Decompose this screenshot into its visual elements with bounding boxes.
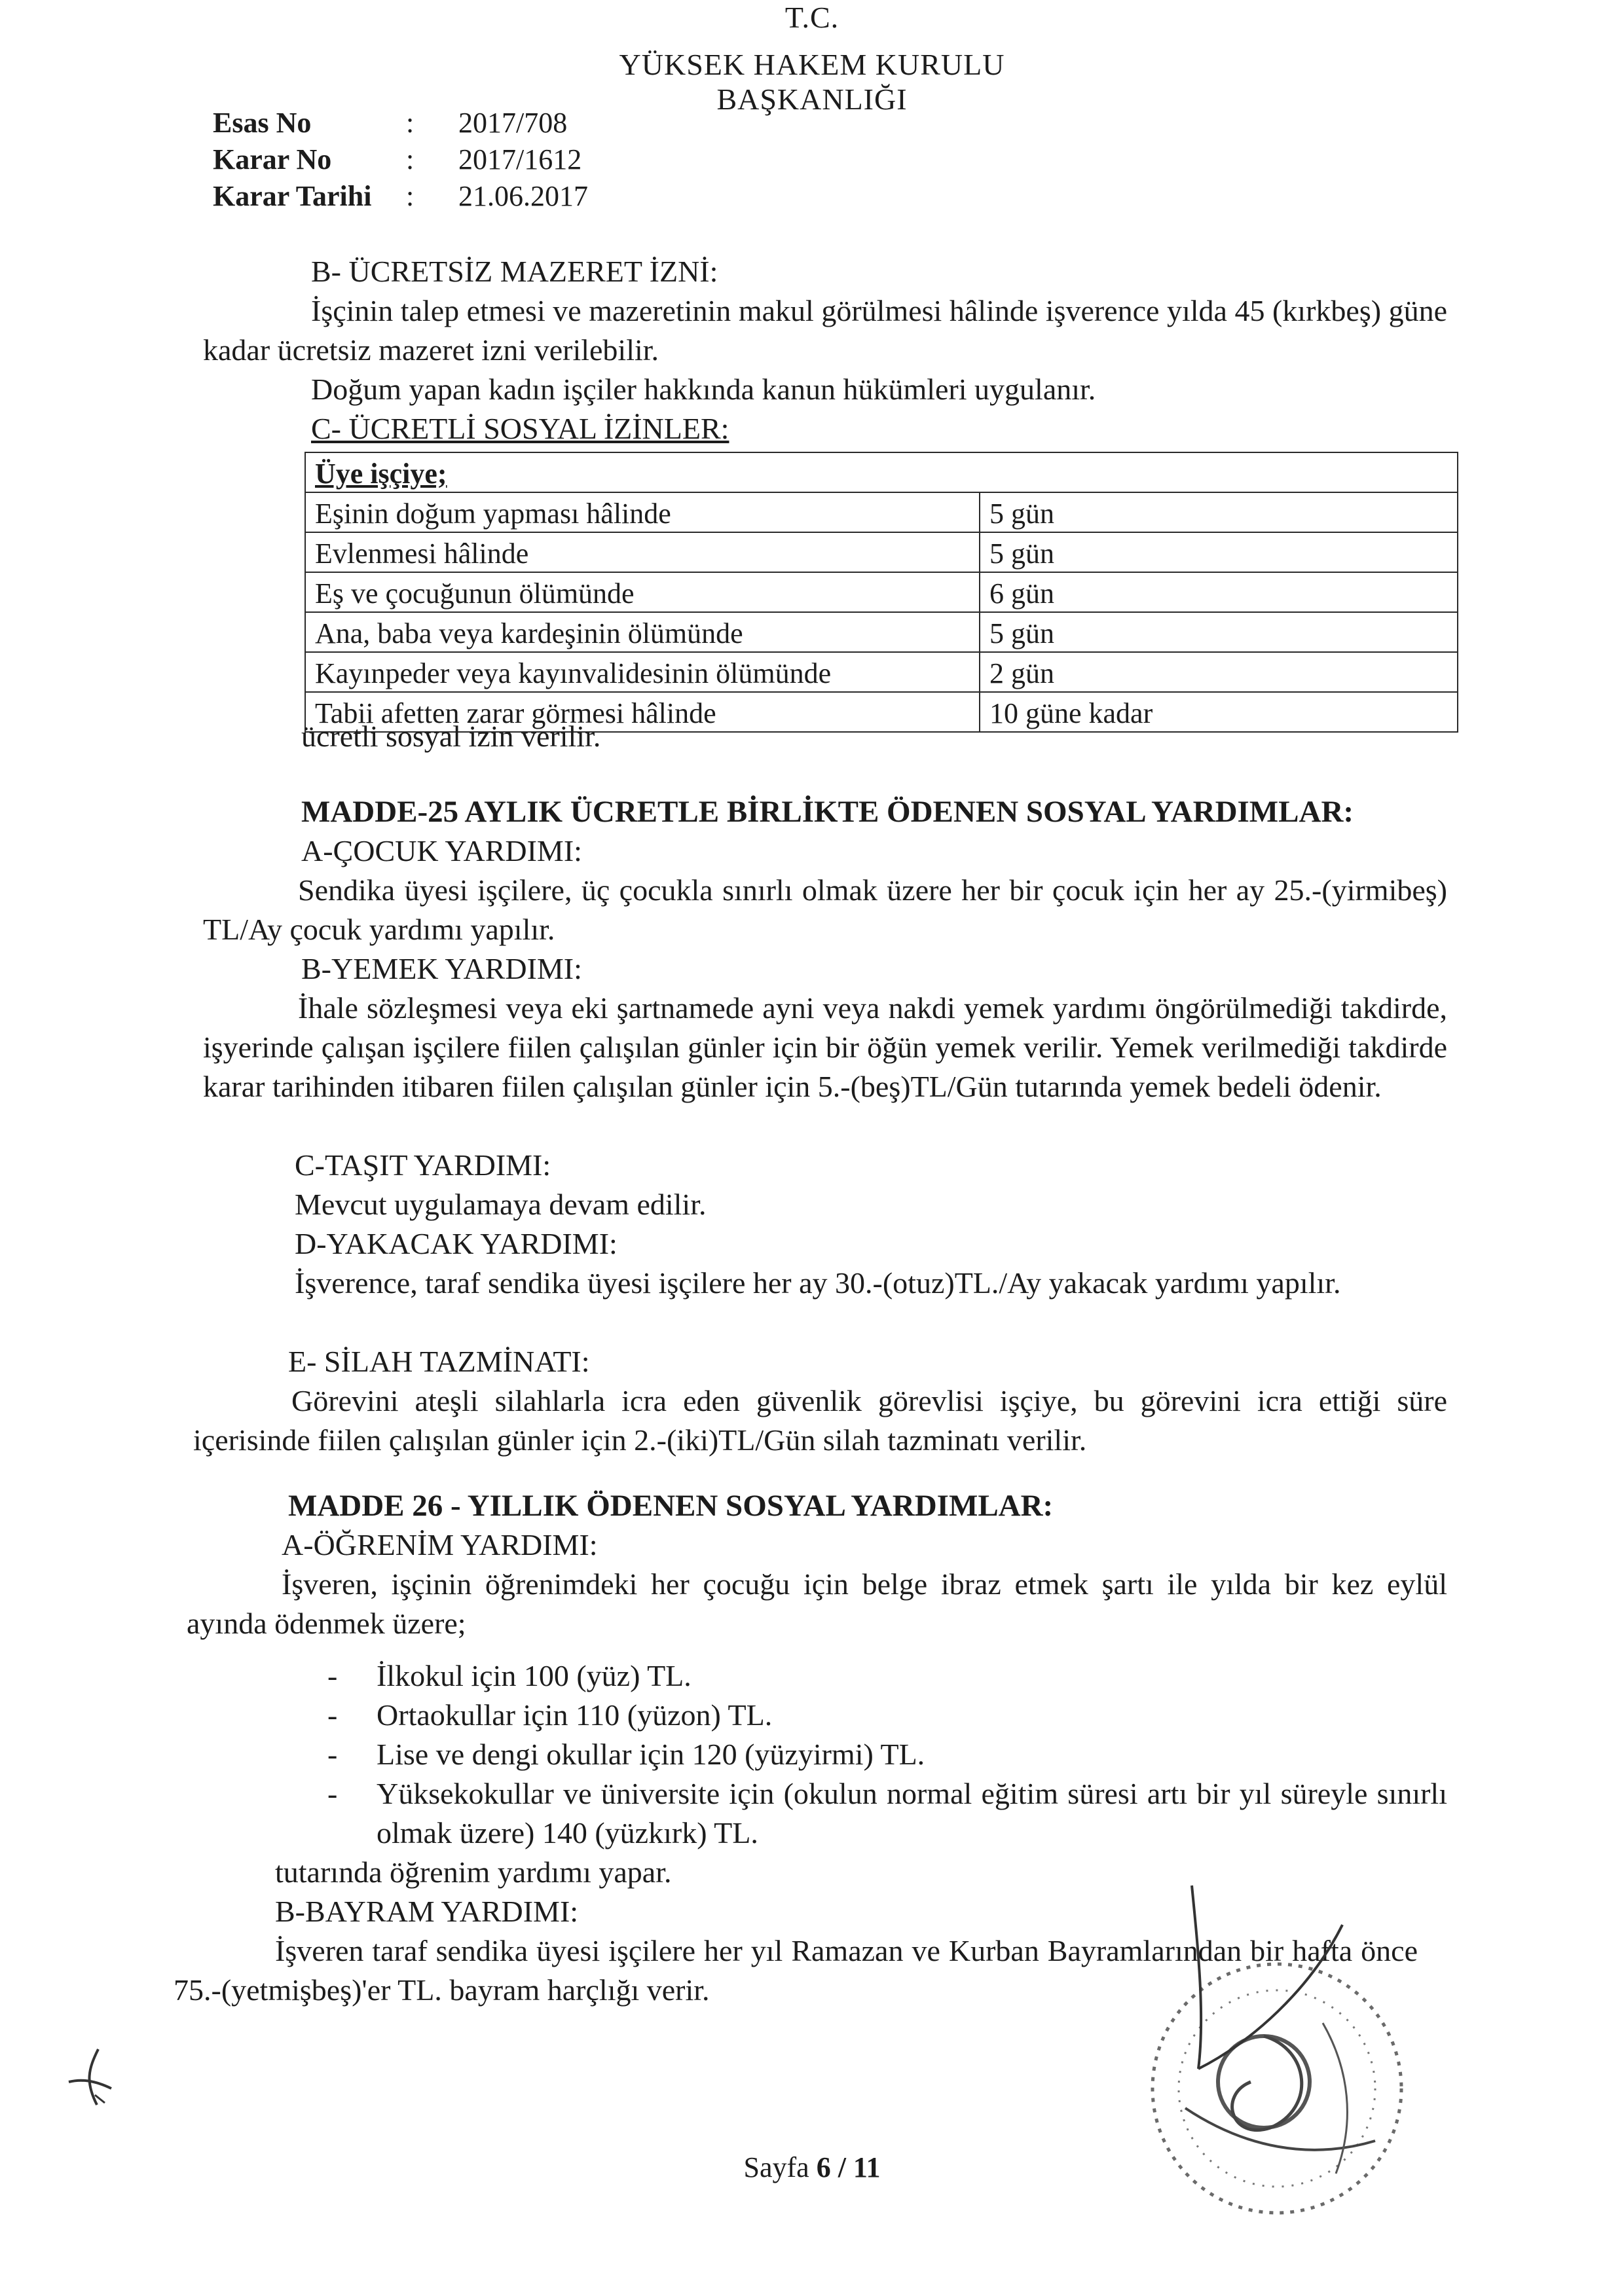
table-header-cell: Üye işçiye; — [305, 452, 1458, 492]
table-row — [305, 612, 1458, 652]
table-cell-case: Kayınpeder veya kayınvalidesinin ölümünde — [305, 652, 980, 692]
case-meta — [213, 105, 588, 215]
list-dash: - — [327, 1738, 338, 1771]
madde-26-a-text: İşveren, işçinin öğrenimdeki her çocuğu için belge ibraz etmek şartı ile yılda bir kez eylül ayında ödenmek üzere; — [187, 1567, 1447, 1640]
madde-25-e-title: E- SİLAH TAZMİNATI: — [288, 1345, 590, 1378]
initials-signature-mark — [59, 2043, 118, 2115]
meta-row-karar — [213, 141, 588, 178]
meta-value: 2017/1612 — [458, 143, 582, 175]
page-footer — [0, 2151, 1624, 2184]
meta-sep: : — [406, 180, 415, 212]
table-cell-case: Eş ve çocuğunun ölümünde — [305, 572, 980, 612]
list-item-text: Yüksekokullar ve üniversite için (okulun normal eğitim süresi artı bir yıl süreyle sınırlı olmak üzere) 140 (yüzkırk) TL. — [377, 1777, 1447, 1850]
table-cell-case: Tabii afetten zarar görmesi hâlinde — [305, 692, 980, 732]
list-item-text: Ortaokullar için 110 (yüzon) TL. — [377, 1698, 773, 1732]
meta-value: 2017/708 — [458, 107, 568, 139]
table-cell-days: 6 gün — [980, 572, 1458, 612]
madde-25-d-text: İşverence, taraf sendika üyesi işçilere her ay 30.-(otuz)TL./Ay yakacak yardımı yapılır. — [295, 1266, 1341, 1300]
meta-label: Karar No — [213, 143, 332, 175]
education-aid-list — [327, 1656, 1447, 1853]
madde-25-c-text: Mevcut uygulamaya devam edilir. — [295, 1188, 707, 1221]
list-item — [327, 1656, 1447, 1696]
page-number: 6 / 11 — [816, 2151, 881, 2183]
madde-25-b-title: B-YEMEK YARDIMI: — [301, 952, 582, 985]
list-dash: - — [327, 1698, 338, 1732]
list-item — [327, 1696, 1447, 1735]
meta-sep: : — [406, 143, 415, 175]
table-cell-days: 5 gün — [980, 612, 1458, 652]
meta-label: Esas No — [213, 107, 312, 139]
header-republic: T.C. — [784, 1, 840, 34]
table-cell-days: 5 gün — [980, 532, 1458, 572]
section-c-after: ücretli sosyal izin verilir. — [301, 720, 601, 753]
list-item — [327, 1735, 1447, 1774]
table-cell-days: 10 güne kadar — [980, 692, 1458, 732]
list-dash: - — [327, 1659, 338, 1692]
madde-26-b-text: İşveren taraf sendika üyesi işçilere her yıl Ramazan ve Kurban Bayramlarından bir hafta önce 75.-(yetmişbeş)'er TL. bayram harçlığı verir. — [174, 1934, 1418, 2007]
meta-sep: : — [406, 107, 415, 139]
table-cell-days: 5 gün — [980, 492, 1458, 532]
madde-25-a-title: A-ÇOCUK YARDIMI: — [301, 834, 582, 867]
madde-26-title: MADDE 26 - YILLIK ÖDENEN SOSYAL YARDIMLAR: — [288, 1489, 1054, 1523]
table-row — [305, 492, 1458, 532]
list-item-text: Lise ve dengi okullar için 120 (yüzyirmi) TL. — [377, 1738, 925, 1771]
meta-label: Karar Tarihi — [213, 180, 372, 212]
header-department: BAŞKANLIĞI — [716, 82, 908, 116]
header-institution: YÜKSEK HAKEM KURULU — [619, 48, 1005, 81]
madde-25-title: MADDE-25 AYLIK ÜCRETLE BİRLİKTE ÖDENEN SOSYAL YARDIMLAR: — [301, 795, 1354, 829]
list-dash: - — [327, 1777, 338, 1810]
table-cell-days: 2 gün — [980, 652, 1458, 692]
list-item — [327, 1774, 1447, 1853]
madde-25-e-text: Görevini ateşli silahlarla icra eden güvenlik görevlisi işçiye, bu görevini icra ettiği süre içerisinde fiilen çalışılan günler için 2.-(iki)TL/Gün silah tazminatı verilir. — [193, 1384, 1447, 1457]
table-cell-case: Ana, baba veya kardeşinin ölümünde — [305, 612, 980, 652]
madde-25-b-text: İhale sözleşmesi veya eki şartnamede ayni veya nakdi yemek yardımı öngörülmediği takdirde, işyerinde çalışan işçilere fiilen çalışılan günler için bir öğün yemek verilir. Yemek verilmediği takdirde karar tarihinden itibaren fiilen çalışılan günler için 5.-(beş)TL/Gün tutarında yemek bedeli ödenir. — [203, 991, 1447, 1103]
madde-25-a-text: Sendika üyesi işçilere, üç çocukla sınırlı olmak üzere her bir çocuk için her ay 25.-(yirmibeş) TL/Ay çocuk yardımı yapılır. — [203, 873, 1447, 946]
meta-row-tarih — [213, 178, 588, 215]
madde-25-c-title: C-TAŞIT YARDIMI: — [295, 1148, 551, 1182]
table-cell-case: Evlenmesi hâlinde — [305, 532, 980, 572]
section-b-note: Doğum yapan kadın işçiler hakkında kanun hükümleri uygulanır. — [311, 373, 1096, 406]
table-header-row — [305, 452, 1458, 492]
table-row — [305, 652, 1458, 692]
madde-26-a-after: tutarında öğrenim yardımı yapar. — [275, 1855, 672, 1889]
section-b-paragraph: İşçinin talep etmesi ve mazeretinin makul görülmesi hâlinde işverence yılda 45 (kırkbeş) güne kadar ücretsiz mazeret izni verilebilir. — [203, 294, 1447, 367]
table-cell-case: Eşinin doğum yapması hâlinde — [305, 492, 980, 532]
section-b-title: B- ÜCRETSİZ MAZERET İZNİ: — [311, 255, 718, 288]
madde-26-a-title: A-ÖĞRENİM YARDIMI: — [282, 1528, 598, 1561]
paid-leave-table — [304, 452, 1458, 733]
meta-row-esas — [213, 105, 588, 141]
meta-value: 21.06.2017 — [458, 180, 588, 212]
page-label: Sayfa — [743, 2151, 809, 2183]
section-c-title: C- ÜCRETLİ SOSYAL İZİNLER: — [311, 412, 729, 445]
official-stamp-seal — [1100, 1872, 1441, 2239]
table-row — [305, 572, 1458, 612]
table-row — [305, 532, 1458, 572]
madde-25-d-title: D-YAKACAK YARDIMI: — [295, 1227, 618, 1260]
list-item-text: İlkokul için 100 (yüz) TL. — [377, 1659, 692, 1692]
madde-26-b-title: B-BAYRAM YARDIMI: — [275, 1895, 579, 1928]
